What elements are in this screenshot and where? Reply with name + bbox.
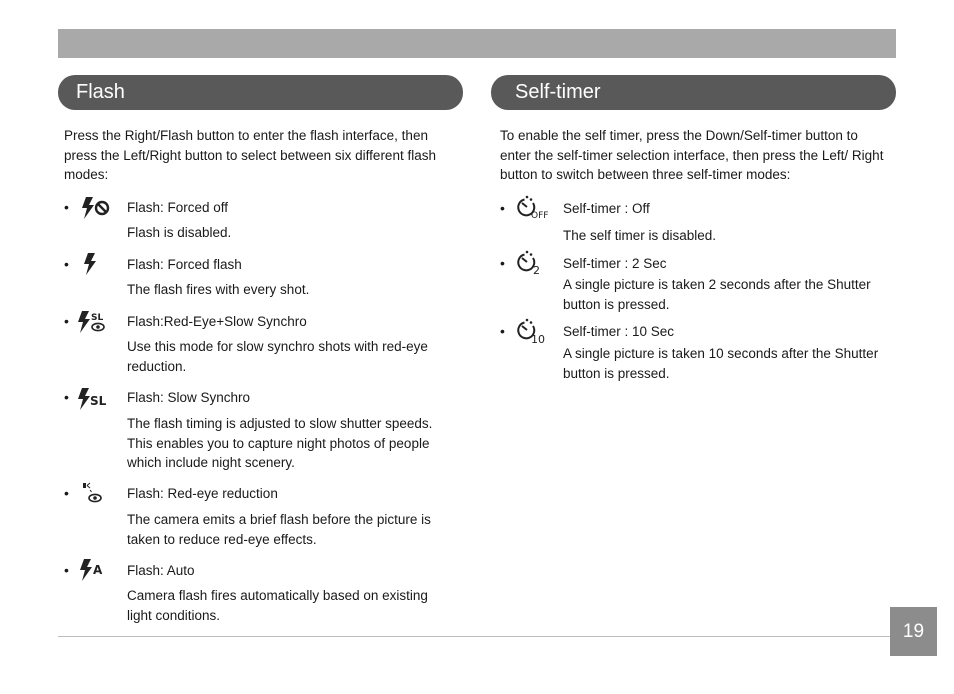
bullet: •: [500, 200, 505, 216]
bullet: •: [64, 485, 69, 501]
flash-forced-icon: [78, 250, 118, 278]
mode-title: Flash: Slow Synchro: [127, 390, 251, 405]
mode-description: The flash fires with every shot.: [127, 282, 310, 297]
flash-section-header: [58, 75, 463, 110]
bullet: •: [500, 323, 505, 339]
mode-description: Camera flash fires automatically based on existing light conditions.: [127, 588, 428, 623]
mode-description: Use this mode for slow synchro shots with red-eye reduction.: [127, 339, 428, 374]
mode-title: Self-timer : 2 Sec: [563, 256, 667, 271]
mode-title: Self-timer : Off: [563, 201, 650, 216]
mode-title: Flash:Red-Eye+Slow Synchro: [127, 314, 307, 329]
sl-text: SL: [91, 313, 104, 323]
flash-auto-icon: [78, 556, 118, 584]
bullet: •: [64, 562, 69, 578]
top-band: [58, 29, 896, 58]
timer-badge: 10: [531, 333, 545, 345]
mode-description: The camera emits a brief flash before the picture is taken to reduce red-eye effects.: [127, 512, 431, 547]
mode-description: The self timer is disabled.: [563, 228, 717, 243]
flash-off-icon: [78, 193, 118, 221]
timer-badge: 2: [533, 264, 540, 277]
mode-description: A single picture is taken 10 seconds after the Shutter button is pressed.: [563, 346, 879, 381]
flash-slow-synchro-icon: [78, 383, 118, 411]
self-timer-10-icon: [514, 317, 554, 345]
mode-title: Flash: Forced off: [127, 200, 229, 215]
self-timer-intro: To enable the self timer, press the Down/Self-timer button to enter the self-timer selection interface, then press the Left/ Right button to switch between three self-timer modes:: [500, 128, 884, 182]
mode-title: Flash: Forced flash: [127, 257, 242, 272]
flash-intro: Press the Right/Flash button to enter the flash interface, then press the Left/Right button to select between six different flash modes:: [64, 128, 436, 182]
page-number: [890, 607, 937, 656]
page-number-text: 19: [902, 621, 925, 642]
bullet: •: [64, 256, 69, 272]
bullet: •: [64, 389, 69, 405]
timer-badge: OFF: [531, 211, 549, 221]
flash-redeye-slow-icon: [78, 307, 118, 335]
footer-divider: [58, 636, 890, 637]
mode-description: A single picture is taken 2 seconds after the Shutter button is pressed.: [563, 277, 871, 312]
mode-description: Flash is disabled.: [127, 225, 232, 240]
mode-title: Flash: Auto: [127, 563, 195, 578]
flash-title: Flash: [76, 81, 125, 103]
mode-title: Self-timer : 10 Sec: [563, 324, 675, 339]
bullet: •: [64, 313, 69, 329]
self-timer-section-header: [491, 75, 896, 110]
auto-text: A: [93, 563, 103, 577]
self-timer-2-icon: [514, 249, 554, 277]
red-eye-icon: [78, 479, 118, 507]
bullet: •: [64, 199, 69, 215]
mode-description: The flash timing is adjusted to slow shutter speeds. This enables you to capture night photos of people which include night scenery.: [127, 416, 433, 470]
sl-text: SL: [90, 394, 107, 408]
mode-title: Flash: Red-eye reduction: [127, 486, 278, 501]
bullet: •: [500, 255, 505, 271]
self-timer-off-icon: [514, 194, 554, 222]
self-timer-title: Self-timer: [515, 81, 601, 103]
